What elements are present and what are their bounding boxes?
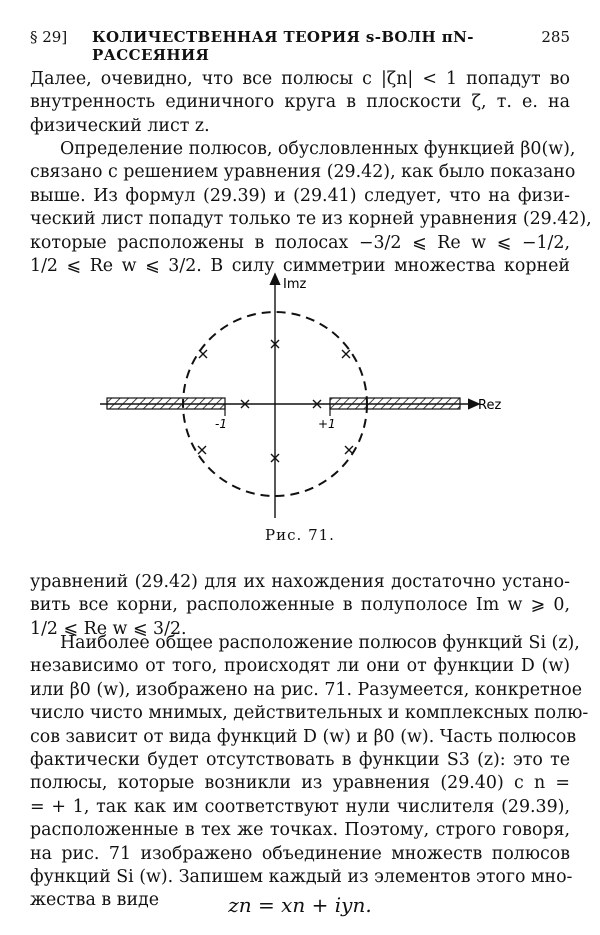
text-line: ческий лист попадут только те из корней уравнения (29.42), — [30, 209, 592, 230]
text-line: физический лист z. — [30, 115, 210, 136]
figure-pole-diagram — [80, 268, 520, 548]
section-number: § 29] — [30, 28, 68, 46]
paragraph-4 — [30, 632, 589, 913]
text-line: выше. Из формул (29.39) и (29.41) следует, что на физи- — [30, 185, 570, 206]
text-line: Определение полюсов, обусловленных функцией β0(w), — [60, 139, 576, 159]
minus-one-label: -1 — [215, 417, 227, 431]
text-line: Далее, очевидно, что все полюсы с |ζn| < 1 попадут во — [30, 69, 570, 89]
running-title: КОЛИЧЕСТВЕННАЯ ТЕОРИЯ s-ВОЛН πN-РАССЕЯНИЯ — [92, 28, 474, 64]
text-line: которые расположены в полосах −3/2 ⩽ Re w ⩽ −1/2, — [30, 232, 570, 253]
text-line: вить все корни, расположенные в полуполосе Im w ⩾ 0, — [30, 595, 570, 616]
text-line: функций Si (w). Запишем каждый из элементов этого мно- — [30, 867, 573, 888]
text-line: расположенные в тех же точках. Поэтому, строго говоря, — [30, 820, 570, 841]
text-line: = + 1, так как им соответствуют нули числителя (29.39), — [30, 796, 570, 817]
text-line: полюсы, которые возникли из уравнения (29.40) с n = — [30, 773, 570, 794]
running-header — [30, 28, 570, 64]
right-cut — [330, 398, 460, 409]
text-line: уравнений (29.42) для их нахождения достаточно устано- — [30, 572, 570, 592]
text-line: фактически будет отсутствовать в функции S3 (z): это те — [30, 750, 570, 771]
pole-mark — [342, 350, 350, 358]
paragraph-1 — [30, 68, 570, 138]
figure-caption: Рис. 71. — [265, 526, 335, 544]
paragraph-2 — [30, 138, 592, 278]
formula: zn = xn + iyn. — [228, 893, 372, 917]
text-line: число чисто мнимых, действительных и комплексных полю- — [30, 703, 589, 724]
plus-one-label: +1 — [318, 417, 336, 431]
pole-mark — [199, 350, 207, 358]
text-line: 1/2 ⩽ Re w ⩽ 3/2. В силу симметрии множества корней — [30, 256, 570, 277]
text-line: 1/2 ⩽ Re w ⩽ 3/2. — [30, 618, 187, 639]
text-line: независимо от того, происходят ли они от функции D (w) — [30, 656, 570, 677]
text-line: Наиболее общее расположение полюсов функций Si (z), — [60, 633, 580, 653]
paragraph-3 — [30, 571, 570, 641]
pole-mark — [345, 446, 353, 454]
text-line: или β0 (w), изображено на рис. 71. Разумеется, конкретное — [30, 679, 582, 700]
left-cut — [107, 398, 225, 409]
text-line: на рис. 71 изображено объединение множеств полюсов — [30, 843, 570, 864]
y-axis-label: Imz — [283, 277, 307, 292]
text-line: жества в виде — [30, 890, 160, 911]
text-line: связано с решением уравнения (29.42), как было показано — [30, 162, 576, 183]
text-line: сов зависит от вида функций D (w) и β0 (w). Часть полюсов — [30, 726, 577, 747]
text-line: внутренность единичного круга в плоскости ζ, т. е. на — [30, 92, 570, 113]
pole-mark — [198, 446, 206, 454]
x-axis-label: Rez — [478, 398, 502, 413]
page-number: 285 — [541, 28, 570, 46]
